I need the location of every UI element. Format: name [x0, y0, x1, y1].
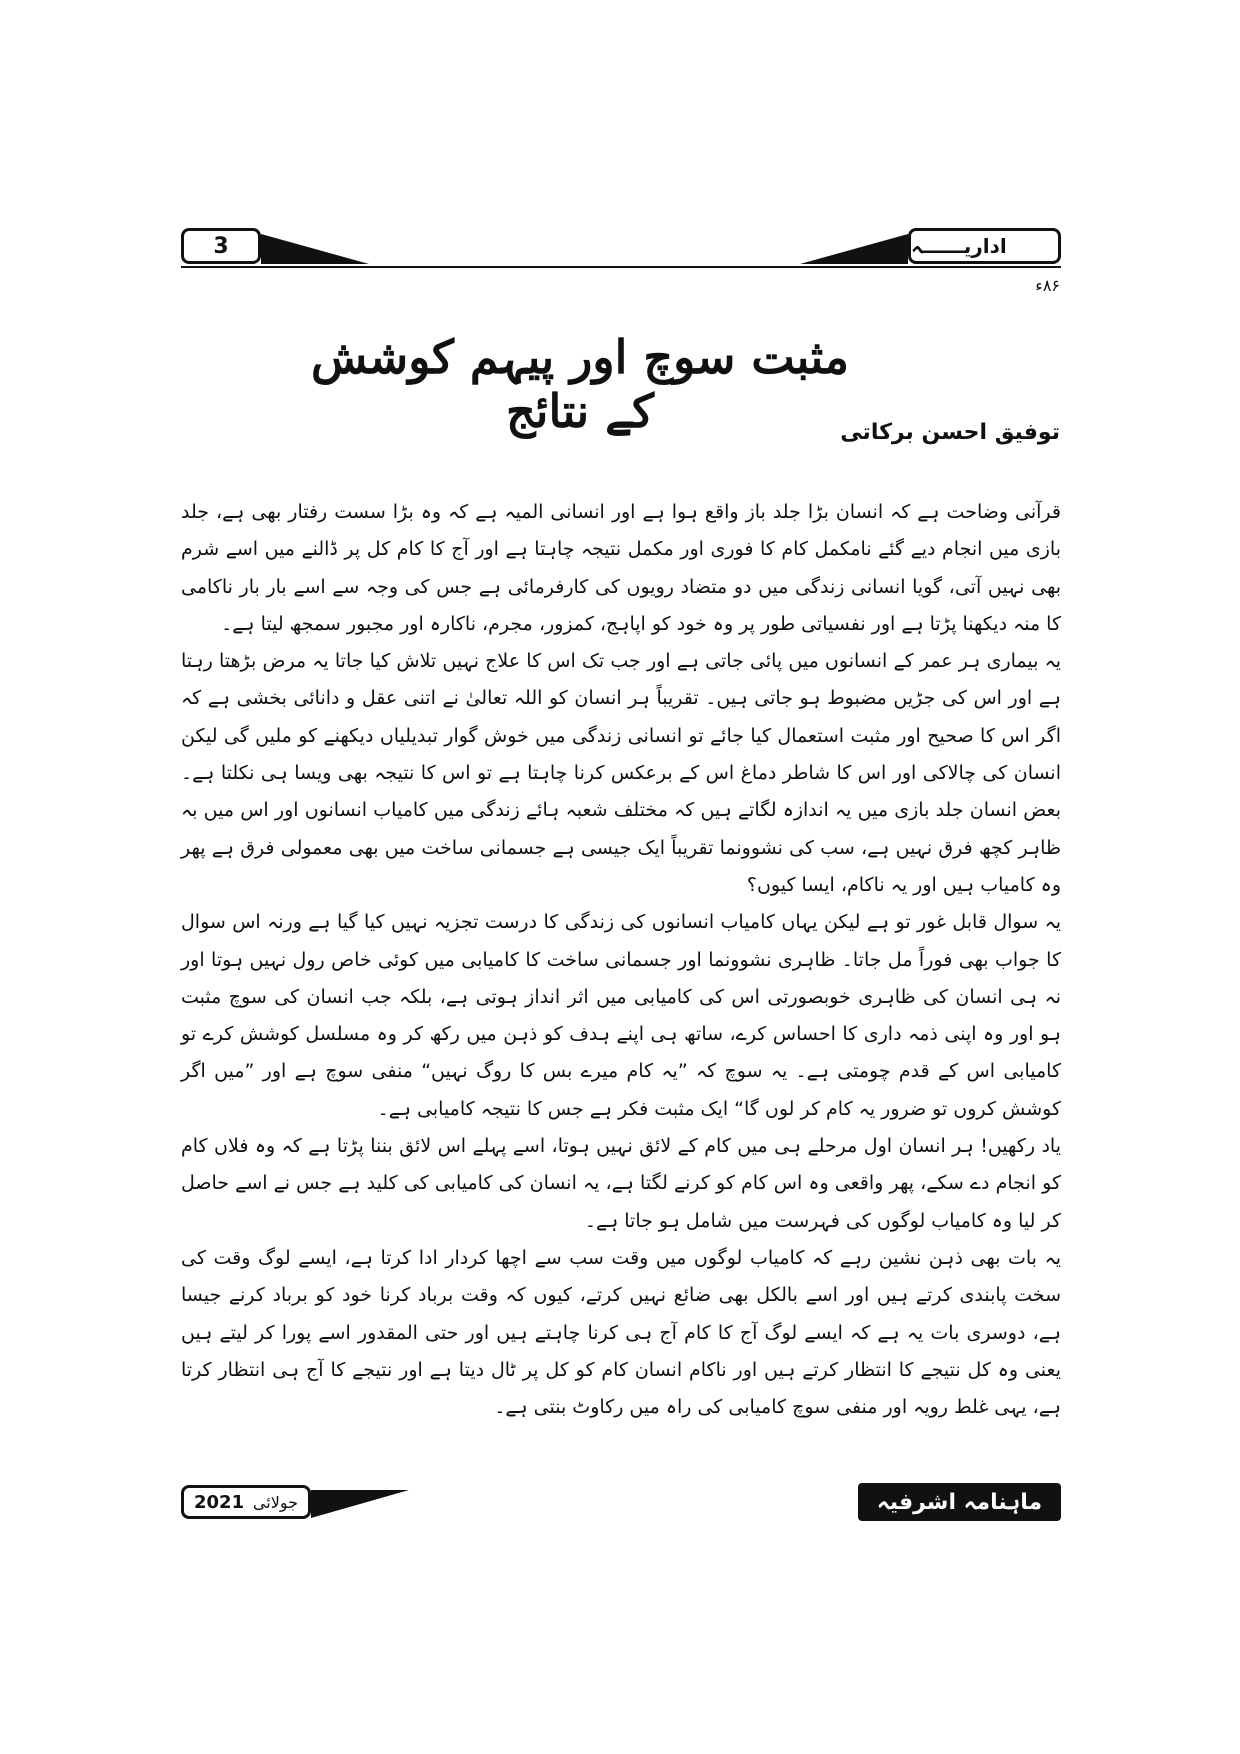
- footer-wedge: [311, 1488, 411, 1520]
- header-left-wedge: [261, 232, 371, 266]
- issue-date-box: [181, 1485, 311, 1519]
- page-number-box: [181, 228, 261, 264]
- publication-name: ماہنامہ اشرفیہ: [858, 1483, 1061, 1521]
- header-right-wedge: [800, 232, 910, 266]
- article-body: [181, 494, 1061, 1426]
- issue-year: 2021: [194, 1491, 245, 1513]
- issue-number: ۸۶ء: [1035, 276, 1060, 295]
- paragraph: یہ بیماری ہر عمر کے انسانوں میں پائی جاتی ہے اور جب تک اس کا علاج نہیں تلاش کیا جاتا یہ مرض بڑھتا رہتا ہے اور اس کی جڑیں مضبوط ہو جاتی ہیں۔ تقریباً ہر انسان کو اللہ تعالیٰ نے اتنی عقل و دانائی بخشی ہے کہ اگر اس کا صحیح اور مثبت استعمال کیا جائے تو انسانی زندگی میں خوش گوار تبدیلیاں دیکھنے کو ملیں گی لیکن انسان کی چالاکی اور اس کا شاطر دماغ اس کے برعکس کرنا چاہتا ہے تو اس کا نتیجہ بھی ویسا ہی نکلتا ہے۔ بعض انسان جلد بازی میں یہ اندازہ لگاتے ہیں کہ مختلف شعبہ ہائے زندگی میں کامیاب انسانوں اور اس میں بہ ظاہر کچھ فرق نہیں ہے، سب کی نشوونما تقریباً ایک جیسی ہے جسمانی ساخت میں بھی معمولی فرق ہے پھر وہ کامیاب ہیں اور یہ ناکام، ایسا کیوں؟: [181, 650, 1061, 896]
- header-rule: [181, 266, 1061, 268]
- article-title: مثبت سوچ اور پیہم کوشش کے نتائج: [311, 330, 849, 438]
- paragraph: یاد رکھیں! ہر انسان اول مرحلے ہی میں کام کے لائق نہیں ہوتا، اسے پہلے اس لائق بننا پڑتا ہے کہ وہ فلاں کام کو انجام دے سکے، پھر واقعی وہ اس کام کو کرنے لگتا ہے، یہ انسان کی کامیابی کی کلید ہے جس نے اسے حاصل کر لیا وہ کامیاب لوگوں کی فہرست میں شامل ہو جاتا ہے۔: [181, 1135, 1061, 1232]
- section-label-box: [908, 228, 1061, 264]
- paragraph: یہ سوال قابل غور تو ہے لیکن یہاں کامیاب انسانوں کی زندگی کا درست تجزیہ نہیں کیا گیا ہے ورنہ اس سوال کا جواب بھی فوراً مل جاتا۔ ظاہری نشوونما اور جسمانی ساخت کا کامیابی میں کوئی خاص رول نہیں ہوتا اور نہ ہی انسان کی ظاہری خوبصورتی اس کی کامیابی میں اثر انداز ہوتی ہے، بلکہ جب انسان کی سوچ مثبت ہو اور وہ اپنی ذمہ داری کا احساس کرے، ساتھ ہی اپنے ہدف کو ذہن میں رکھ کر وہ مسلسل کوشش کرے تو کامیابی اس کے قدم چومتی ہے۔ یہ سوچ کہ ”یہ کام میرے بس کا روگ نہیں“ منفی سوچ ہے اور ”میں اگر کوشش کروں تو ضرور یہ کام کر لوں گا“ ایک مثبت فکر ہے جس کا نتیجہ کامیابی ہے۔: [181, 911, 1061, 1120]
- issue-month: جولائی: [252, 1492, 298, 1512]
- section-label: اداریــــــہ: [911, 234, 1007, 258]
- paragraph: یہ بات بھی ذہن نشین رہے کہ کامیاب لوگوں میں وقت سب سے اچھا کردار ادا کرتا ہے، ایسے لوگ وقت کی سخت پابندی کرتے ہیں اور اسے بالکل بھی ضائع نہیں کرتے، کیوں کہ وقت برباد کرنا خود کو برباد کرنے جیسا ہے، دوسری بات یہ ہے کہ ایسے لوگ آج کا کام آج ہی کرنا چاہتے ہیں اور حتی المقدور اسے پورا کر لیتے ہیں یعنی وہ کل نتیجے کا انتظار کرتے ہیں اور ناکام انسان کام کو کل پر ٹال دیتا ہے اور نتیجے کا آج ہی انتظار کرتا ہے، یہی غلط رویہ اور منفی سوچ کامیابی کی راہ میں رکاوٹ بنتی ہے۔: [181, 1246, 1061, 1419]
- page-number: 3: [213, 233, 229, 259]
- paragraph: قرآنی وضاحت ہے کہ انسان بڑا جلد باز واقع ہوا ہے اور انسانی المیہ ہے کہ وہ بڑا سست رفتار بھی ہے، جلد بازی میں انجام دیے گئے نامکمل کام کا فوری اور مکمل نتیجہ چاہتا ہے اور آج کا کام کل پر ڈالنے میں اسے شرم بھی نہیں آتی، گویا انسانی زندگی میں دو متضاد رویوں کی کارفرمائی ہے جس کی وجہ سے اسے بار بار ناکامی کا منہ دیکھنا پڑتا ہے اور نفسیاتی طور پر وہ خود کو اپاہج، کمزور، مجرم، ناکارہ اور مجبور سمجھ لیتا ہے۔: [181, 501, 1061, 635]
- article-author: توفیق احسن برکاتی: [840, 420, 1060, 445]
